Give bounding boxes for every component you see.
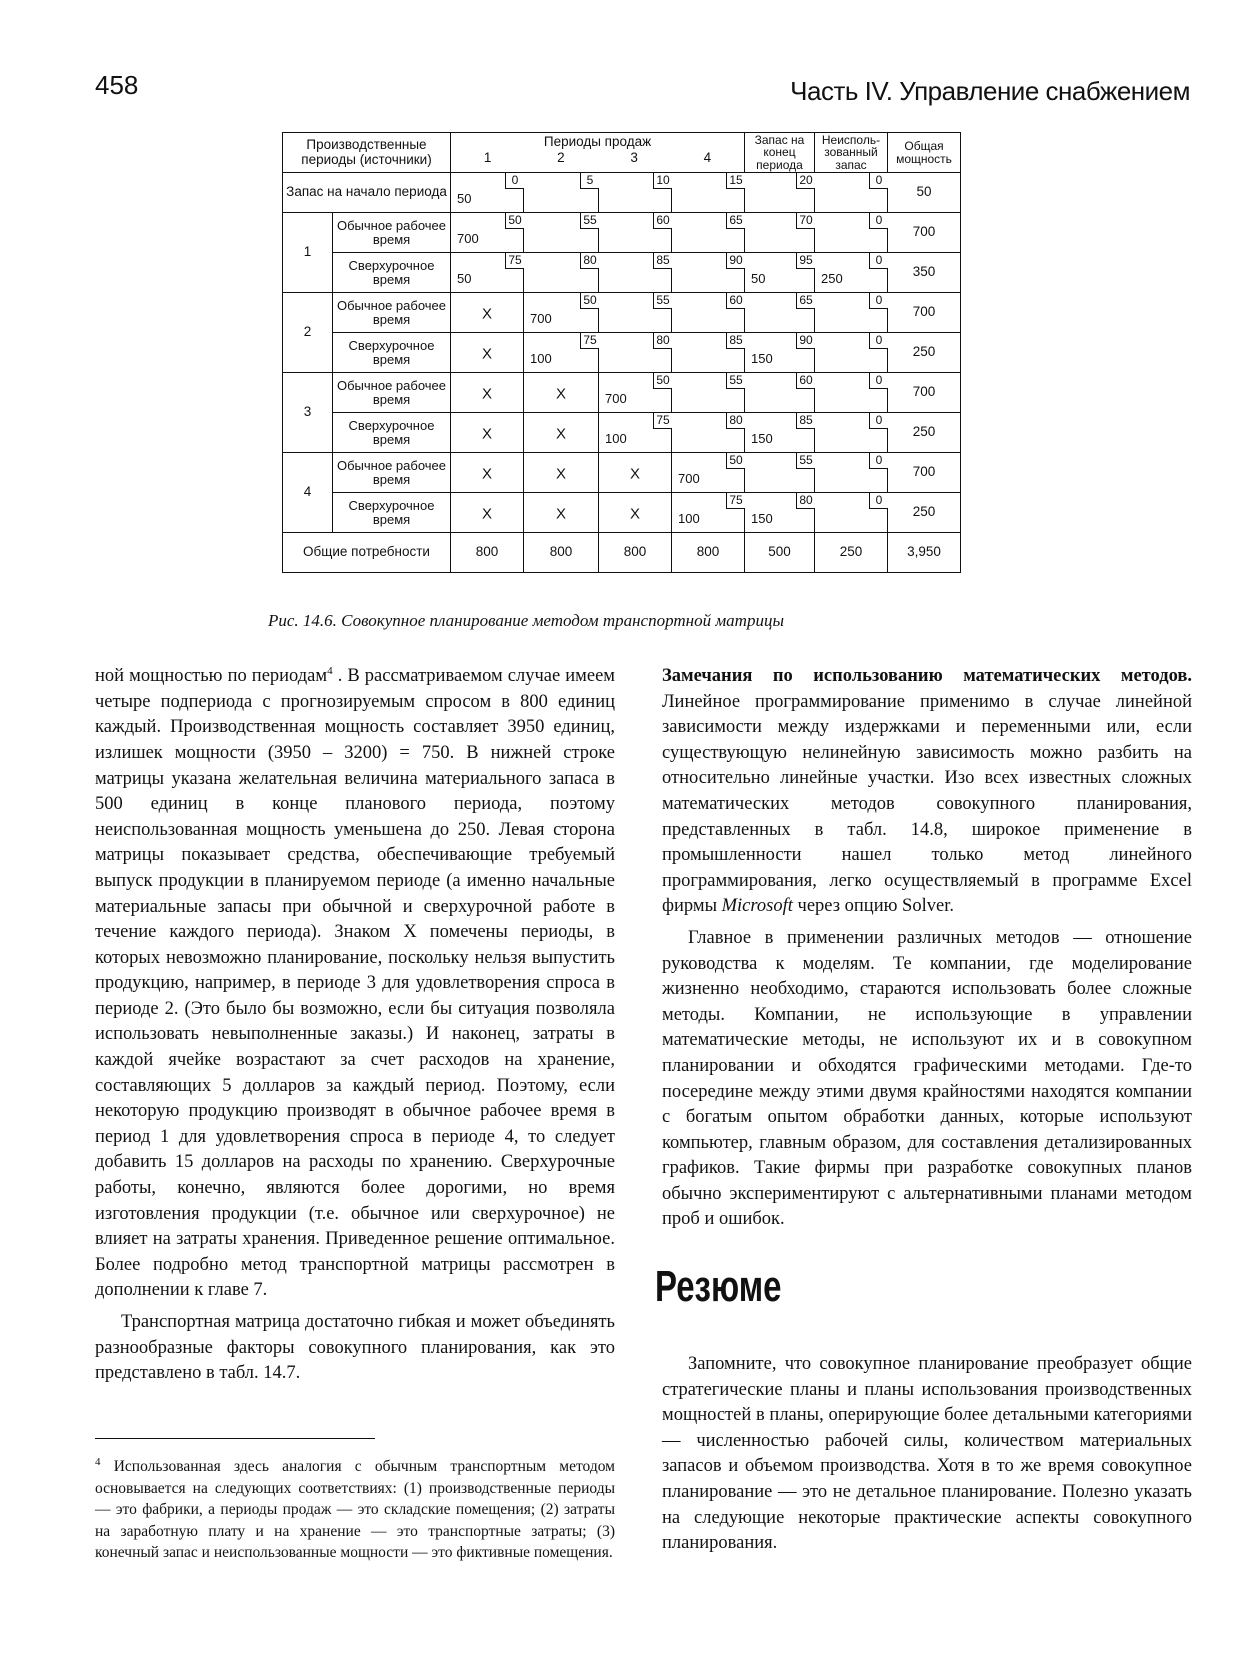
matrix-row xyxy=(283,253,961,293)
cell-cost: 55 xyxy=(726,373,745,389)
row-label: Обычное рабочее время xyxy=(333,453,451,493)
footnote-ref: 4 xyxy=(327,665,333,677)
row-total: 700 xyxy=(888,213,961,253)
matrix-cell xyxy=(524,253,599,293)
row-label: Сверхурочное время xyxy=(333,333,451,373)
text-run: Microsoft xyxy=(721,896,793,917)
cell-allocation: 50 xyxy=(457,270,472,286)
cell-cost: 0 xyxy=(505,173,524,189)
matrix-cell xyxy=(524,413,599,453)
matrix-cell xyxy=(745,173,815,213)
matrix-cell xyxy=(599,213,672,253)
matrix-cell xyxy=(815,293,888,333)
cell-cost: 0 xyxy=(869,413,888,429)
matrix-cell xyxy=(599,293,672,333)
matrix-cell xyxy=(815,253,888,293)
period-group: 1 xyxy=(283,213,333,293)
cell-cost: 95 xyxy=(796,253,815,269)
matrix-cell xyxy=(815,373,888,413)
matrix-cell xyxy=(599,373,672,413)
cell-cost: 55 xyxy=(653,293,672,309)
matrix-cell xyxy=(524,173,599,213)
page-number: 458 xyxy=(95,70,139,100)
right-column xyxy=(662,664,1192,1233)
period-num: 3 xyxy=(630,150,638,166)
row-total: 250 xyxy=(888,333,961,373)
row-total: 350 xyxy=(888,253,961,293)
text-run: ной мощностью по периодам xyxy=(95,666,328,687)
text-run: Линейное программирование применимо в случае линейной зависимости между издержками и переменными или, если существующую нелинейную зависимость можно разбить на относительно линейные участки. Изо всех известных сложных математических методов совокупного планирования, представленных в табл. 14.8, широкое применение в промышленности нашел только метод линейного программирования, легко осуществляемый в программе Excel фирмы xyxy=(662,691,1192,917)
cell-cost: 85 xyxy=(726,333,745,349)
cell-cost: 15 xyxy=(726,173,745,189)
matrix-cell xyxy=(672,373,745,413)
matrix-body xyxy=(283,133,961,573)
cell-cost: 60 xyxy=(726,293,745,309)
transport-matrix xyxy=(282,132,961,573)
cell-cost: 10 xyxy=(653,173,672,189)
cell-allocation: 700 xyxy=(605,390,627,406)
running-header: Часть IV. Управление снабжением xyxy=(790,76,1190,106)
row-total: 250 xyxy=(888,493,961,533)
cell-cost: 50 xyxy=(653,373,672,389)
matrix-cell xyxy=(672,293,745,333)
row-label: Обычное рабочее время xyxy=(333,293,451,333)
total-value: 3,950 xyxy=(888,533,961,573)
matrix-row xyxy=(283,493,961,533)
cell-cost: 85 xyxy=(653,253,672,269)
matrix-cell xyxy=(451,293,524,333)
head-sources: Производственные периоды (источники) xyxy=(283,133,451,173)
cell-cost: 80 xyxy=(796,493,815,509)
blocked-mark: X xyxy=(481,465,493,483)
head-periods-title: Периоды продаж xyxy=(543,134,652,149)
matrix-row xyxy=(283,373,961,413)
total-value: 800 xyxy=(672,533,745,573)
cell-cost: 75 xyxy=(726,493,745,509)
matrix-cell xyxy=(451,213,524,253)
matrix-cell xyxy=(451,373,524,413)
cell-cost: 0 xyxy=(869,333,888,349)
matrix-cell xyxy=(599,453,672,493)
matrix-cell xyxy=(745,493,815,533)
cell-allocation: 250 xyxy=(821,270,843,286)
blocked-mark: X xyxy=(555,425,567,443)
cell-cost: 70 xyxy=(796,213,815,229)
row-label: Обычное рабочее время xyxy=(333,373,451,413)
blocked-mark: X xyxy=(629,465,641,483)
head-unused: Неисполь-зованный запас xyxy=(815,133,888,173)
row-total: 700 xyxy=(888,453,961,493)
blocked-mark: X xyxy=(555,505,567,523)
paragraph: Транспортная матрица достаточно гибкая и может объединять разнообразные факторы совокупного планирования, как это представлено в табл. 14.7. xyxy=(95,1312,615,1384)
blocked-mark: X xyxy=(481,425,493,443)
cell-cost: 80 xyxy=(726,413,745,429)
matrix-cell xyxy=(451,253,524,293)
paragraph xyxy=(662,664,1192,920)
matrix-cell xyxy=(745,293,815,333)
cell-cost: 0 xyxy=(869,213,888,229)
matrix-row xyxy=(283,333,961,373)
total-value: 800 xyxy=(599,533,672,573)
cell-allocation: 50 xyxy=(751,270,766,286)
period-group: 2 xyxy=(283,293,333,373)
blocked-mark: X xyxy=(481,505,493,523)
matrix-cell xyxy=(672,253,745,293)
matrix-cell xyxy=(815,213,888,253)
head-total: Общая мощность xyxy=(888,133,961,173)
matrix-cell xyxy=(745,413,815,453)
period-numbers xyxy=(451,151,744,165)
period-num: 4 xyxy=(703,150,712,166)
paragraph xyxy=(95,659,615,1304)
matrix-cell xyxy=(524,373,599,413)
head-periods xyxy=(451,133,745,173)
section-heading: Резюме xyxy=(655,1262,782,1311)
row-label: Запас на начало периода xyxy=(283,173,451,213)
cell-cost: 90 xyxy=(726,253,745,269)
blocked-mark: X xyxy=(481,305,493,323)
paragraph: Главное в применении различных методов — отношение руководства к моделям. Те компании, где моделирование жизненно необходимо, стараются использовать более сложные методы. Компании, не использующие в управлении математические методы, не используют их и в совокупном планировании и обходятся графическими методами. Где-то посередине между этими двумя крайностями находятся компании с богатым опытом обработки данных, которые используют компьютер, главным образом, для составления детализированных графиков. Такие фирмы при разработке совокупных планов обычно экспериментируют с альтернативными планами методом проб и ошибок. xyxy=(662,927,1192,1230)
cell-cost: 80 xyxy=(580,253,599,269)
figure-caption: Рис. 14.6. Совокупное планирование методом транспортной матрицы xyxy=(268,611,784,630)
matrix-cell xyxy=(599,413,672,453)
period-num: 2 xyxy=(557,150,565,166)
cell-cost: 50 xyxy=(505,213,524,229)
cell-cost: 75 xyxy=(580,333,599,349)
matrix-cell xyxy=(451,333,524,373)
period-group: 4 xyxy=(283,453,333,533)
matrix-cell xyxy=(672,213,745,253)
blocked-mark: X xyxy=(555,385,567,403)
row-label: Обычное рабочее время xyxy=(333,213,451,253)
paragraph: Запомните, что совокупное планирование преобразует общие стратегические планы и планы использования производственных мощностей в планы, оперирующие более детальными категориями — численностью рабочей силы, количеством материальных запасов и объемом производства. Хотя в то же время совокупное планирование — это не детальное планирование. Полезно указать на следующие некоторые практические аспекты совокупного планирования. xyxy=(662,1354,1192,1554)
cell-allocation: 50 xyxy=(457,190,472,206)
cell-cost: 0 xyxy=(869,373,888,389)
cell-allocation: 700 xyxy=(457,230,479,246)
text-run: . В рассматриваемом случае имеем четыре подпериода с прогнозируемым спросом в 800 единиц каждый. Производственная мощность составляет 3950 единиц, излишек мощности (3950 – 3200) = 750. В нижней строке матрицы указана желательная величина материального запаса в 500 единиц в конце планового периода, поэтому неиспользованная мощность уменьшена до 250. Левая сторона матрицы показывает средства, обеспечивающие требуемый выпуск продукции в планируемом периоде (а именно начальные материальные запасы при обычной и сверхурочной работе в течение каждого периода). Знаком X помечены периоды, в которых невозможно планирование, поскольку нельзя выпустить продукцию, например, в периоде 3 для удовлетворения спроса в периоде 2. (Это было бы возможно, если бы ситуация позволяла использовать невыполненные заказы.) И наконец, затраты в каждой ячейке возрастают за счет расходов на хранение, составляющих 5 долларов за каждый период. Поэтому, если некоторую продукцию производят в обычное рабочее время в период 1 для удовлетворения спроса в периоде 4, то следует добавить 15 долларов на расходы по хранению. Сверхурочные работы, конечно, являются более дорогими, но время изготовления продукции (т.е. обычное или сверхурочное) не влияет на затраты хранения. Приведенное решение оптимальное. Более подробно метод транспортной матрицы рассмотрен в дополнении к главе 7. xyxy=(95,666,615,1301)
cell-cost: 0 xyxy=(869,253,888,269)
matrix-cell xyxy=(672,333,745,373)
cell-cost: 85 xyxy=(796,413,815,429)
cell-allocation: 100 xyxy=(678,510,700,526)
matrix-cell xyxy=(815,413,888,453)
matrix-cell xyxy=(815,333,888,373)
cell-allocation: 700 xyxy=(678,470,700,486)
cell-cost: 0 xyxy=(869,173,888,189)
cell-cost: 55 xyxy=(796,453,815,469)
cell-cost: 90 xyxy=(796,333,815,349)
matrix-cell xyxy=(599,173,672,213)
matrix-cell xyxy=(815,173,888,213)
matrix-cell xyxy=(524,293,599,333)
matrix-row xyxy=(283,213,961,253)
matrix-row xyxy=(283,173,961,213)
matrix-cell xyxy=(745,213,815,253)
cell-cost: 5 xyxy=(580,173,599,189)
matrix-cell xyxy=(745,453,815,493)
blocked-mark: X xyxy=(555,465,567,483)
cell-cost: 60 xyxy=(796,373,815,389)
matrix-row xyxy=(283,413,961,453)
cell-cost: 50 xyxy=(580,293,599,309)
matrix-cell xyxy=(451,173,524,213)
cell-cost: 75 xyxy=(505,253,524,269)
matrix-cell xyxy=(599,253,672,293)
matrix-cell xyxy=(672,173,745,213)
matrix-cell xyxy=(745,253,815,293)
matrix-cell xyxy=(451,413,524,453)
cell-allocation: 100 xyxy=(530,350,552,366)
matrix-cell xyxy=(451,493,524,533)
totals-row xyxy=(283,533,961,573)
cell-cost: 50 xyxy=(726,453,745,469)
cell-allocation: 150 xyxy=(751,350,773,366)
cell-cost: 0 xyxy=(869,453,888,469)
footnote-text: Использованная здесь аналогия с обычным транспортным методом основывается на следующих соответствиях: (1) производственные периоды — это фабрики, а периоды продаж — это складские помещения; (2) затраты на заработную плату и на хранение — это транспортные затраты; (3) конечный запас и неиспользованные мощности — это фиктивные помещения. xyxy=(95,1458,615,1562)
total-value: 500 xyxy=(745,533,815,573)
row-label: Сверхурочное время xyxy=(333,253,451,293)
matrix-cell xyxy=(451,453,524,493)
period-group: 3 xyxy=(283,373,333,453)
cell-allocation: 100 xyxy=(605,430,627,446)
cell-cost: 65 xyxy=(796,293,815,309)
cell-cost: 65 xyxy=(726,213,745,229)
total-value: 800 xyxy=(451,533,524,573)
footnote-rule xyxy=(95,1438,375,1439)
matrix-row xyxy=(283,293,961,333)
cell-allocation: 700 xyxy=(530,310,552,326)
total-value: 800 xyxy=(524,533,599,573)
matrix-cell xyxy=(672,453,745,493)
matrix-cell xyxy=(524,453,599,493)
total-value: 250 xyxy=(815,533,888,573)
cell-cost: 0 xyxy=(869,493,888,509)
cell-allocation: 150 xyxy=(751,510,773,526)
matrix-cell xyxy=(745,333,815,373)
matrix-cell xyxy=(815,453,888,493)
cell-cost: 0 xyxy=(869,293,888,309)
matrix-header-row xyxy=(283,133,961,173)
remarks-heading: Замечания по использованию математических методов. xyxy=(662,666,1192,686)
footnote-number: 4 xyxy=(95,1456,101,1468)
row-total: 50 xyxy=(888,173,961,213)
matrix-cell xyxy=(524,213,599,253)
matrix-cell xyxy=(672,493,745,533)
cell-cost: 80 xyxy=(653,333,672,349)
row-total: 700 xyxy=(888,293,961,333)
blocked-mark: X xyxy=(629,505,641,523)
left-column xyxy=(95,659,615,1387)
matrix-cell xyxy=(599,493,672,533)
row-label: Сверхурочное время xyxy=(333,493,451,533)
matrix-cell xyxy=(524,493,599,533)
row-total: 700 xyxy=(888,373,961,413)
resume-text xyxy=(662,1352,1192,1557)
matrix-cell xyxy=(815,493,888,533)
cell-allocation: 150 xyxy=(751,430,773,446)
row-total: 250 xyxy=(888,413,961,453)
cell-cost: 20 xyxy=(796,173,815,189)
blocked-mark: X xyxy=(481,345,493,363)
head-end-stock: Запас на конец периода xyxy=(745,133,815,173)
text-run: через опцию Solver. xyxy=(797,896,954,917)
totals-label: Общие потребности xyxy=(283,533,451,573)
period-num: 1 xyxy=(483,150,492,166)
matrix-cell xyxy=(672,413,745,453)
matrix-cell xyxy=(524,333,599,373)
cell-cost: 75 xyxy=(653,413,672,429)
matrix-cell xyxy=(599,333,672,373)
blocked-mark: X xyxy=(481,385,493,403)
row-label: Сверхурочное время xyxy=(333,413,451,453)
footnote xyxy=(95,1452,615,1564)
cell-cost: 60 xyxy=(653,213,672,229)
cell-cost: 55 xyxy=(580,213,599,229)
matrix-row xyxy=(283,453,961,493)
matrix-cell xyxy=(745,373,815,413)
